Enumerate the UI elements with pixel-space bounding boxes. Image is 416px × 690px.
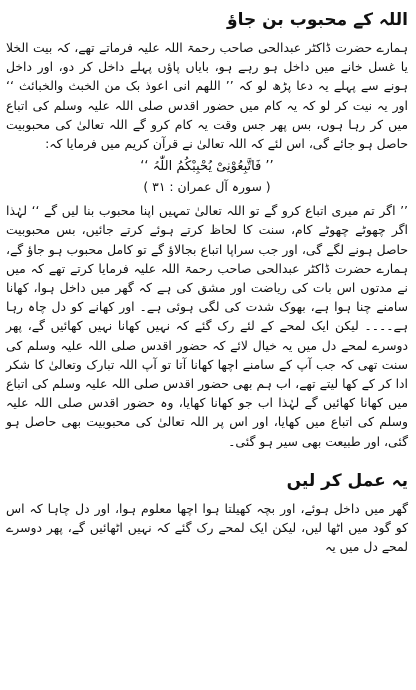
quranic-verse: ’’ فَاتَّبِعُوْنِیْ یُحْبِبْکُمُ اللّٰہُ ‘‘ — [140, 159, 274, 175]
section-heading: یہ عمل کر لیں — [286, 470, 408, 491]
verse-reference: ( سورہ آل عمران : ۳۱ ) — [143, 179, 271, 195]
body-paragraph: گھر میں داخل ہوئے، اور بچہ کھیلتا ہوا اچھا معلوم ہوا، اور دل چاہا کہ اس کو گود میں اٹھا لیں، لیکن ایک لمحے رک گئے کہ نہیں اٹھائیں گے، پھر دوسرے لمحے دل میں یہ — [6, 500, 408, 555]
body-paragraph: ’’ اگر تم میری اتباع کرو گے تو اللہ تعالیٰ تمہیں اپنا محبوب بنا لیں گے ‘‘ لہٰذا اگر چھوٹے چھوٹے کام، سنت کا لحاظ کرتے ہوئے کرتے جائیں، بس محبوبیت حاصل ہونے لگے گی، اور جب سراپا اتباع بجالاؤ گے تو کامل محبوب ہو جاؤ گے، ہمارے حضرت ڈاکٹر عبدالحی صاحب رحمۃ اللہ علیہ فرمایا کرتے تھے کہ میں نے مدتوں اس بات کی ریاضت اور مشق کی ہے کہ گھر میں داخل ہوا، کھانا سامنے چنا ہوا ہے، بھوک شدت کی لگی ہوئی ہے۔ اور کھانے کو دل چاہ رہا ہے۔۔۔۔ لیکن ایک لمحے کے لئے رک گئے کہ نہیں کھانا نہیں کھائیں گے، پھر دوسرے لمحے دل میں یہ خیال لائے کہ حضور اقدس صلی اللہ علیہ وسلم کی سنت تھی کہ جب آپ کے سامنے اچھا کھانا آتا تو آپ اللہ تبارک وتعالیٰ کا شکر ادا کر کے کھا لیتے تھے، اب ہم بھی حضور اقدس صلی اللہ علیہ وسلم کی اتباع میں کھانا کھائیں گے لہٰذا اب جو کھانا کھایا، وہ حضور اقدس صلی اللہ علیہ وسلم کی اتباع میں کھایا، اور اس پر اللہ تعالیٰ کی محبوبیت بھی حاصل ہو گئی، اور طبیعت بھی سیر ہو گئی۔ — [6, 203, 408, 449]
section-spacer — [6, 451, 408, 469]
body-paragraph: ہمارے حضرت ڈاکٹر عبدالحی صاحب رحمۃ اللہ علیہ فرماتے تھے، کہ بیت الخلا یا غسل خانے میں داخل ہو رہے ہو، بایاں پاؤں پہلے داخل کر دو، اور داخل ہونے سے پہلے یہ دعا پڑھ لو کہ ’’ اللھم انی اعوذ بک من الخبث والخبائث ‘‘ اور یہ نیت کر لو کہ یہ کام میں حضور اقدس صلی اللہ علیہ وسلم کی اتباع میں کر رہا ہوں، بس پھر جس وقت یہ کام کرو گے اللہ تعالیٰ کی محبوبیت حاصل ہو جائے گی، اس لئے کہ اللہ تعالیٰ نے قرآن کریم میں فرمایا کہ: — [6, 40, 408, 152]
section-heading: اللہ کے محبوب بن جاؤ — [227, 10, 408, 30]
